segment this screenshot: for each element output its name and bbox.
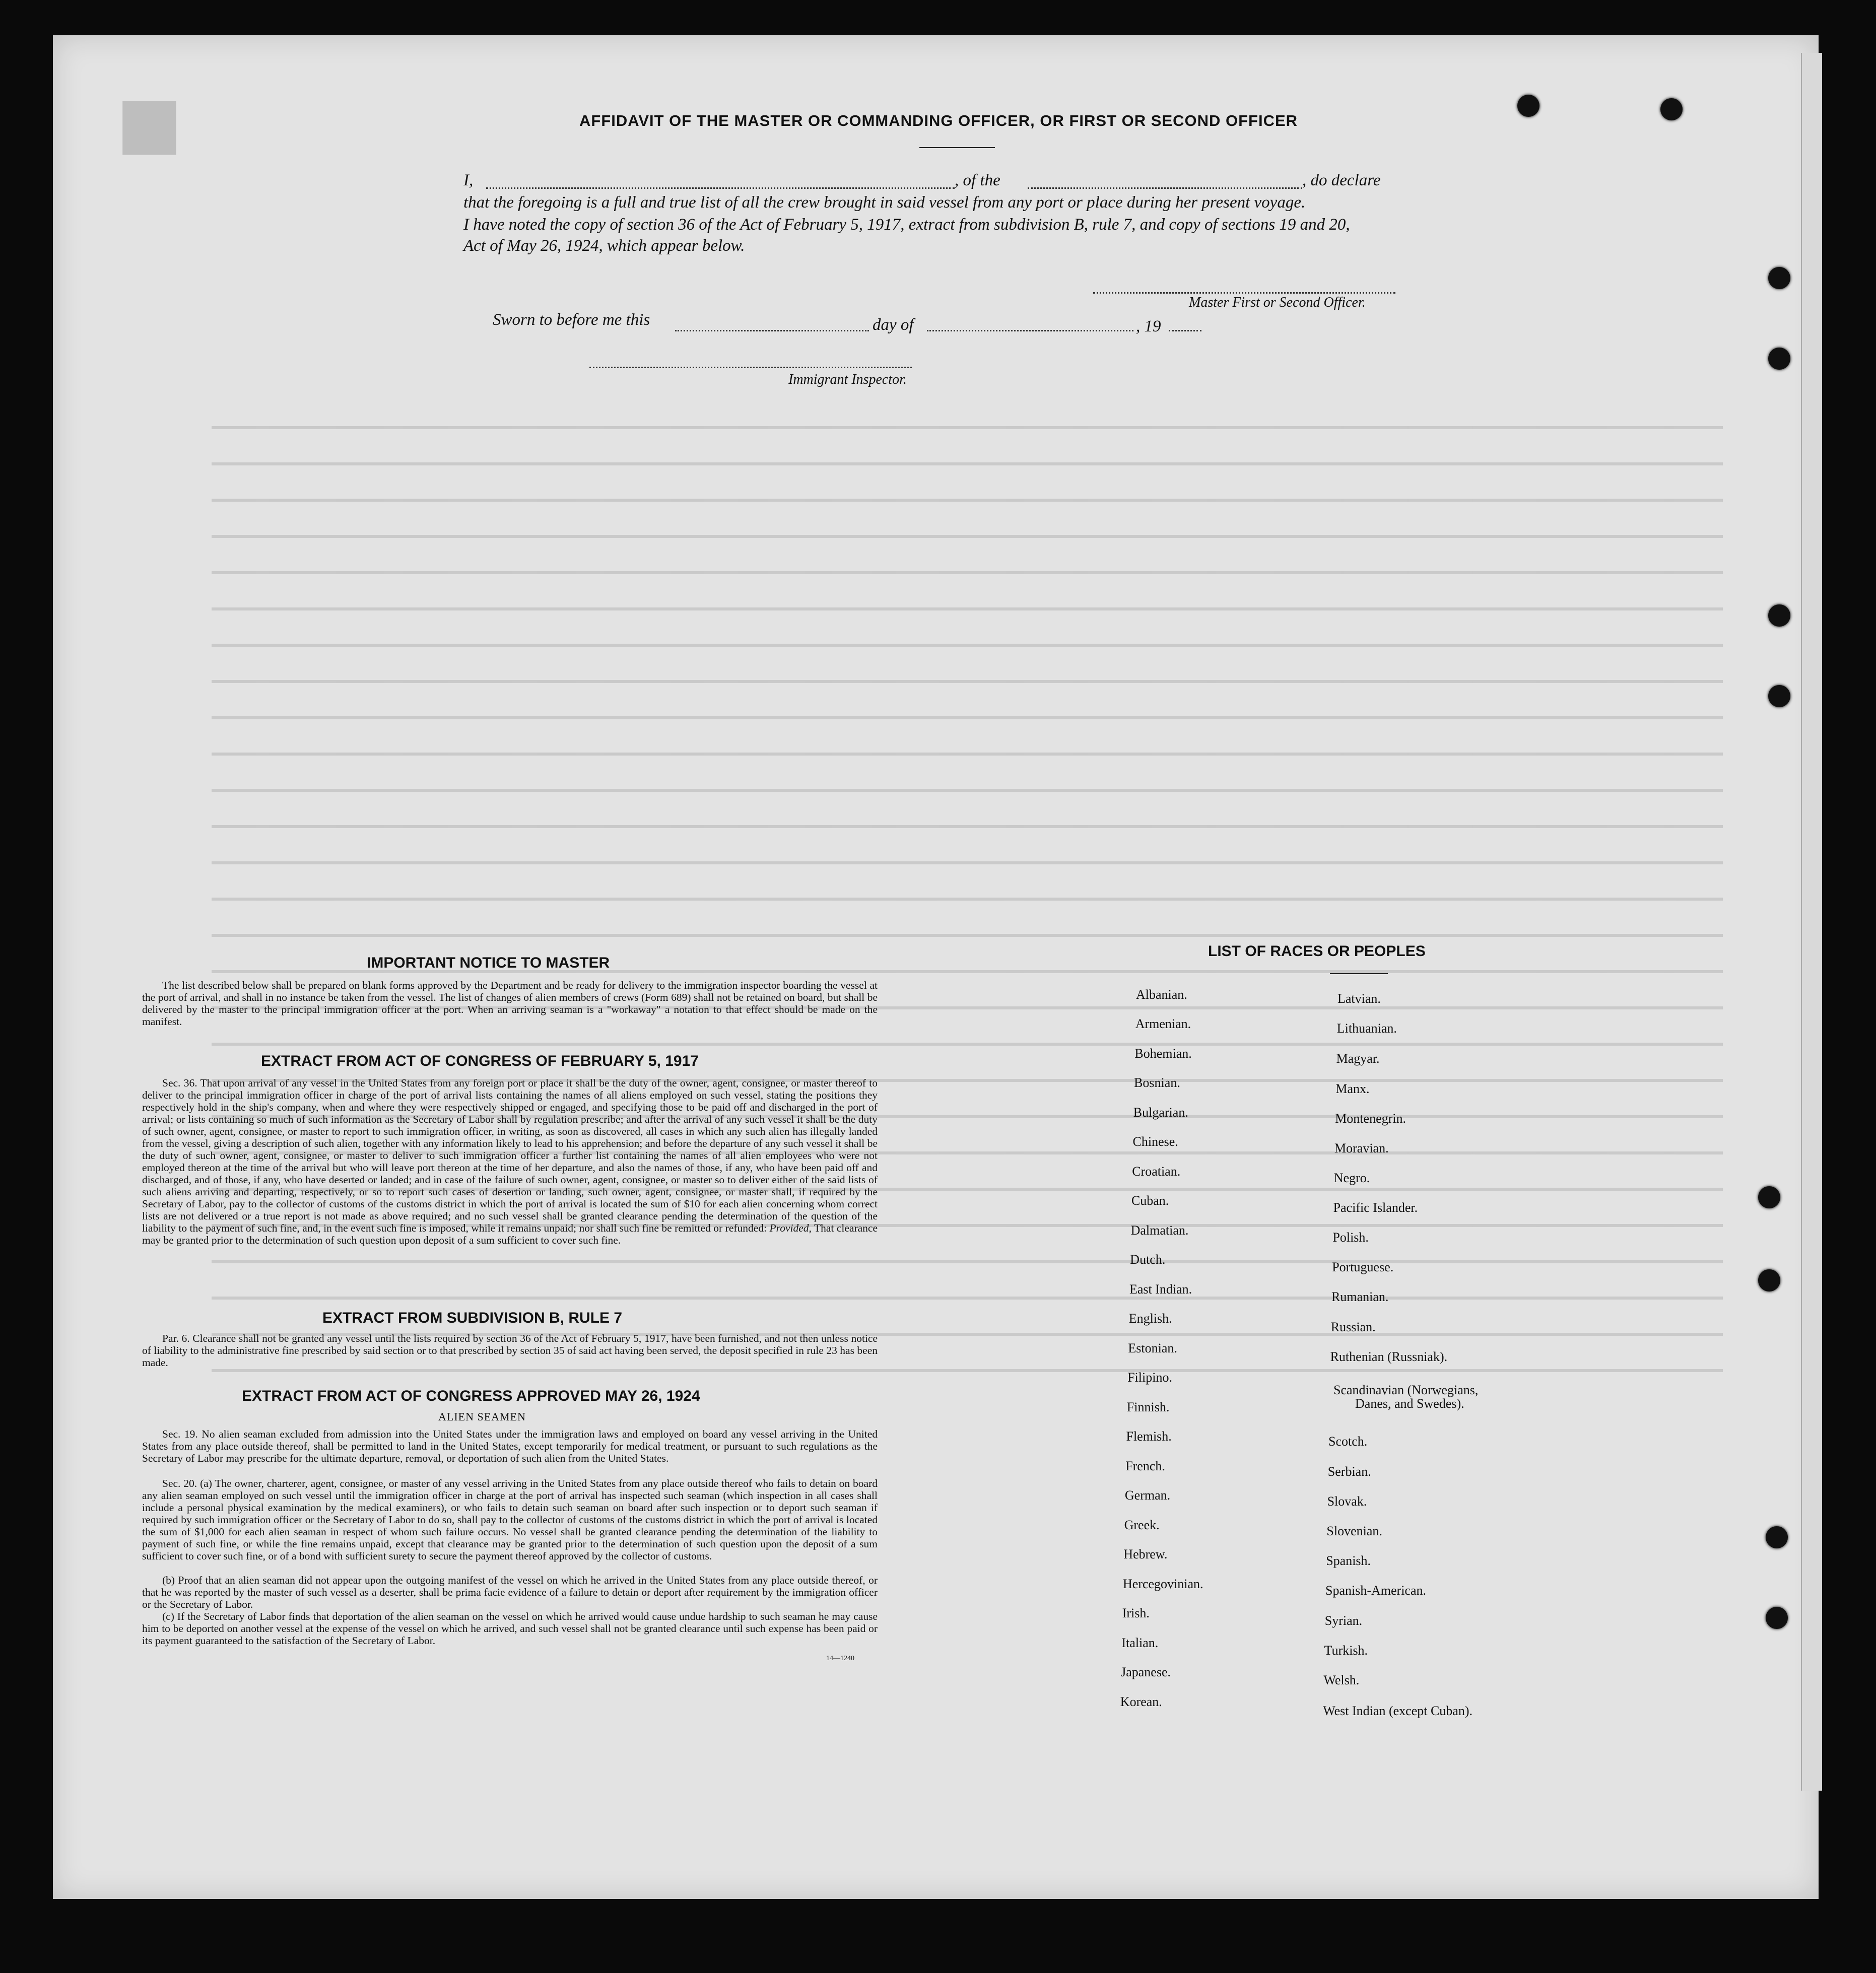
affidavit-line4: Act of May 26, 1924, which appear below. [463,237,745,255]
race-item: West Indian (except Cuban). [1323,1704,1472,1718]
race-item: Russian. [1330,1320,1376,1334]
title-underline [919,147,995,148]
race-item: Dutch. [1130,1252,1166,1267]
year-label: , 19 [1136,317,1161,335]
races-title: LIST OF RACES OR PEOPLES [1208,943,1426,960]
race-item: Moravian. [1334,1141,1389,1155]
race-item: Korean. [1120,1694,1162,1709]
day-of-label: day of [873,316,914,334]
extract-1917-title: EXTRACT FROM ACT OF CONGRESS OF FEBRUARY 5, 1917 [261,1053,699,1069]
race-item: Irish. [1122,1606,1150,1620]
race-item: Filipino. [1127,1370,1172,1385]
race-item: Negro. [1333,1171,1370,1185]
binder-hole [1766,1607,1788,1629]
binder-hole [1768,604,1790,627]
sec-36-text: That upon arrival of any vessel in the United States from any foreign port or place it shall be the duty of the owner, agent, consignee, or master thereof to deliver to the principal immigration officer in charge of the port of arrival lists containing the names of all aliens employed on such vessel, stating the positions they respectively hold in the ship's company, when and where they were respectively shipped or engaged, and specifying those to be paid off and discharged in the port of arrival; or lists containing so much of such information as the Secretary of Labor shall by regulation prescribe; and after the arrival of any such vessel it shall be the duty of such owner, agent, consignee, or master to report to such immigration officer, in writing, as soon as discovered, all cases in which any such alien has illegally landed from the vessel, giving a description of such alien, together with any information likely to lead to his apprehension; and before the departure of any such vessel it shall be the duty of such owner, agent, consignee, or master to deliver to such immigration officer a further list containing the names of all alien employees who were not employed thereon at the time of the arrival but who will leave port thereon at the time of her departure, and also the names of those, if any, who have been paid off and discharged, and of those, if any, who have deserted or landed; and in case of the failure of such owner, agent, consignee, or master so to deliver either of the said lists of such aliens arriving and departing, respectively, or so to report such cases of desertion or landing, such owner, agent, consignee, or master shall, if required by the Secretary of Labor, pay to the collector of customs of the customs district in which the port of arrival is located the sum of $10 for each alien concerning whom correct lists are not delivered or a true report is not made as above required; and no such vessel shall be granted clearance pending the determination of the question of the liability to the payment of such fine, and, in the event such fine is imposed, while it remains unpaid; nor shall such fine be remitted or refunded: [142,1077,878,1234]
binder-hole [1758,1269,1780,1291]
binder-hole [1758,1186,1780,1208]
rule7-body: Par. 6. Clearance shall not be granted any vessel until the lists required by section 36 of the Act of February 5, 1917, have been furnished, and not then unless notice of liability to the administrative fine prescribed by said section or to that prescribed by section 35 of said act having been served, the deposit specified in rule 23 has been made. [142,1332,878,1369]
sec-19-text: Sec. 19. No alien seaman excluded from admission into the United States under the immigration laws and employed on board any vessel arriving in the United States from any place outside thereof, shall be permitted to land in the United States, except temporarily for medical treatment, or pursuant to such regulations as the Secretary of Labor may prescribe for the ultimate departure, removal, or deportation of such alien from the United States. [142,1428,878,1464]
race-item: Spanish. [1326,1553,1371,1568]
race-item: Finnish. [1126,1400,1170,1414]
year-blank [1169,330,1201,331]
race-item: Croatian. [1132,1164,1181,1179]
race-item: Hercegovinian. [1123,1577,1203,1591]
rule7-title: EXTRACT FROM SUBDIVISION B, RULE 7 [322,1310,623,1326]
race-item: Hebrew. [1123,1547,1168,1561]
race-item: English. [1128,1311,1172,1326]
races-underline [1330,973,1388,974]
race-item: Chinese. [1132,1134,1178,1149]
provided-word: Provided, [769,1222,812,1234]
inspector-label: Immigrant Inspector. [788,372,907,387]
binder-hole [1660,98,1683,120]
sec-20a-text: Sec. 20. (a) The owner, charterer, agent, consignee, or master of any vessel arriving in the United States from any place outside thereof who fails to detain on board any alien seaman employed on such vessel until the immigration officer in charge at the port of arrival has inspected such seaman (which inspection in all cases shall include a personal physical examination by the medical examiners), or who fails to detain such seaman on board after such inspection or to deport such seaman if required by such immigration officer or the Secretary of Labor to do so, shall pay to the collector of customs of the customs district in which the port of arrival is located the sum of $1,000 for each alien seaman in respect of whom such failure occurs. No vessel shall be granted clearance pending the determination of the liability to payment of such fine, or while the fine remains unpaid, except that clearance may be granted prior to the determination of such question upon the deposit of a sum sufficient to cover such fine, or of a bond with sufficient surety to secure the payment thereof approved by the collector of customs. [142,1477,878,1562]
race-item: Scotch. [1328,1434,1368,1449]
sec-20c-text: (c) If the Secretary of Labor finds that deportation of the alien seaman on the vessel on which he arrived would cause undue hardship to such seaman he may cause him to be deported on another vessel at the expense of the vessel on which he arrived, and such vessel shall not be granted clearance until such expense has been paid or its payment guaranteed to the satisfaction of the Secretary of Labor. [142,1610,878,1647]
alien-seamen-subtitle: ALIEN SEAMEN [438,1410,526,1423]
binder-hole [1768,267,1790,289]
race-item: Italian. [1121,1636,1159,1650]
race-item: German. [1124,1488,1171,1503]
affidavit-do-declare: , do declare [1302,171,1381,189]
inspector-blank [589,367,912,368]
affidavit-line3: I have noted the copy of section 36 of the Act of February 5, 1917, extract from subdivision B, rule 7, and copy of sections 19 and 20, [463,216,1350,234]
race-item: Latvian. [1337,991,1381,1006]
race-item: Serbian. [1327,1464,1371,1479]
page-edge [1801,53,1822,1791]
race-item: French. [1125,1459,1165,1473]
sec-20b-text: (b) Proof that an alien seaman did not appear upon the outgoing manifest of the vessel on which he arrived in the United States from any place outside thereof, or that he was reported by the master of such vessel as a deserter, shall be prima facie evidence of a failure to detain or deport after requirement by the immigration officer or the Secretary of Labor. [142,1574,878,1610]
race-item: Bulgarian. [1133,1105,1188,1120]
form-number: 14—1240 [826,1655,854,1662]
race-item: Lithuanian. [1336,1021,1397,1036]
affidavit-of-the: , of the [955,171,1000,189]
race-item: Polish. [1332,1230,1369,1245]
vessel-blank [1028,187,1302,189]
race-item: Montenegrin. [1335,1111,1406,1126]
affidavit-line2: that the foregoing is a full and true list of all the crew brought in said vessel from any port or place during her present voyage. [463,193,1306,212]
race-item: Portuguese. [1332,1260,1394,1274]
race-item: Welsh. [1323,1673,1360,1687]
race-item: Manx. [1335,1081,1370,1096]
race-item: Danes, and Swedes). [1355,1396,1464,1411]
race-item: East Indian. [1129,1282,1192,1297]
race-item: Greek. [1124,1518,1160,1532]
race-item: Syrian. [1324,1613,1363,1628]
name-blank [486,187,955,189]
sec-36-end: That clearance may be granted prior to the determination of such question upon deposit of a sum sufficient to cover such fine. [142,1222,878,1246]
race-item: Ruthenian (Russniak). [1330,1349,1448,1364]
binder-hole [1768,685,1790,707]
binder-hole [1766,1526,1788,1548]
race-item: Scandinavian (Norwegians, [1333,1383,1479,1397]
binder-hole [1517,95,1539,117]
binder-hole [1768,348,1790,370]
signature-label: Master First or Second Officer. [1189,295,1366,310]
race-item: Spanish-American. [1325,1583,1427,1598]
affidavit-i: I, [463,171,474,189]
race-item: Cuban. [1131,1193,1169,1208]
extract-1924-title: EXTRACT FROM ACT OF CONGRESS APPROVED MAY 26, 1924 [242,1388,700,1404]
race-item: Armenian. [1135,1016,1191,1031]
sworn-label: Sworn to before me this [493,311,650,329]
bleed-through-rows [212,393,1723,1400]
race-item: Flemish. [1126,1429,1172,1444]
notice-title: IMPORTANT NOTICE TO MASTER [367,955,610,971]
affidavit-title: AFFIDAVIT OF THE MASTER OR COMMANDING OFFICER, OR FIRST OR SECOND OFFICER [579,112,1298,129]
signature-blank [1093,292,1395,294]
race-item: Albanian. [1136,987,1187,1002]
sec-36-label: Sec. 36. [162,1077,197,1089]
extract-1917-body [142,1077,878,1246]
race-item: Japanese. [1121,1665,1171,1679]
race-item: Turkish. [1324,1643,1368,1658]
notice-body: The list described below shall be prepared on blank forms approved by the Department and be ready for delivery to the immigration inspector boarding the vessel at the port of arrival, and shall in no instance be taken from the vessel. The list of changes of alien members of crews (Form 689) shall not be retained on board, but shall be delivered by the master to the principal immigration officer at the port. When an arriving seaman is a "workaway" a notation to that effect should be made on the manifest. [142,979,878,1028]
bleed-through-mark: ■ [116,62,183,185]
race-item: Slovak. [1327,1494,1367,1509]
race-item: Bohemian. [1134,1046,1192,1061]
month-blank [927,330,1133,331]
race-item: Slovenian. [1326,1524,1382,1538]
race-item: Magyar. [1336,1051,1380,1066]
race-item: Rumanian. [1331,1289,1389,1304]
race-item: Dalmatian. [1130,1223,1189,1238]
race-item: Estonian. [1128,1341,1177,1355]
race-item: Pacific Islander. [1333,1200,1418,1215]
race-item: Bosnian. [1134,1075,1180,1090]
day-blank [675,330,869,331]
